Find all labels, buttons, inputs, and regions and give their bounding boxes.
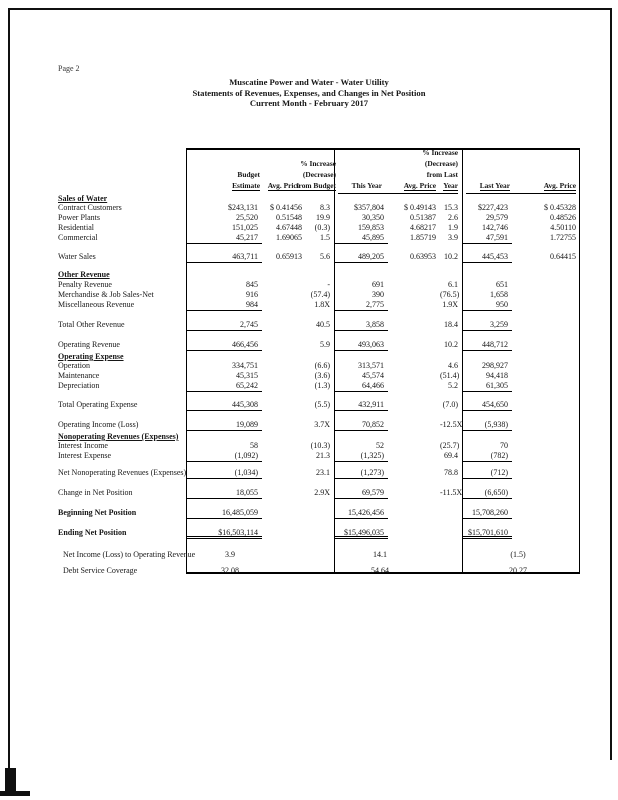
cell-pct-from-budget: [306, 508, 334, 519]
cell-pct-from-budget: (5.5): [314, 400, 330, 409]
cell-last-year: $227,423: [478, 203, 508, 212]
col-header-this-year: This Year: [351, 181, 382, 190]
cell-this-year: 45,895: [334, 233, 388, 244]
cell-avg-price-this-year: [388, 381, 440, 392]
cell-avg-price-last-year: [512, 528, 580, 539]
cell-avg-price-budget: 0.65913: [276, 252, 302, 261]
cell-last-year: 448,712: [462, 340, 512, 351]
report-title-statement: Statements of Revenues, Expenses, and Changes in Net Position: [192, 87, 426, 98]
cell-pct-from-last-year: -12.5X: [440, 420, 463, 429]
cell-last-year: 1,658: [490, 290, 508, 299]
scan-frame-top-edge: [8, 8, 612, 10]
row-label: Total Operating Expense: [58, 400, 138, 409]
cell-pct-from-last-year: 5.2: [448, 381, 458, 390]
cell-avg-price-this-year: [388, 468, 440, 479]
cell-budget-estimate: 151,025: [232, 223, 258, 232]
table-row: [58, 320, 580, 331]
cell-pct-from-last-year: 3.9: [448, 233, 458, 242]
cell-budget-estimate: 466,456: [186, 340, 262, 351]
cell-pct-from-budget: 1.8X: [314, 300, 330, 309]
cell-pct-from-last-year: -11.5X: [440, 488, 463, 497]
cell-this-year: 45,574: [362, 371, 384, 380]
cell-this-year: 30,350: [362, 213, 384, 222]
cell-last-year: 15,708,260: [462, 508, 512, 519]
cell-avg-price-last-year: 4.50110: [550, 223, 576, 232]
cell-avg-price-this-year: 0.63953: [410, 252, 436, 261]
cell-pct-from-budget: 1.5: [320, 233, 330, 242]
table-row: [58, 340, 580, 351]
col-header-avg-price-last-year: Avg. Price: [543, 181, 576, 190]
cell-pct-from-last-year: 4.6: [448, 361, 458, 370]
table-row: [58, 420, 580, 431]
cell-budget-estimate: 45,217: [186, 233, 262, 244]
cell-avg-price-budget: [262, 300, 306, 311]
cell-this-year: 69,579: [334, 488, 388, 499]
table-row: [58, 252, 580, 263]
cell-budget-estimate: $243,131: [228, 203, 258, 212]
cell-last-year: 29,579: [486, 213, 508, 222]
cell-avg-price-last-year: 0.64415: [550, 252, 576, 261]
cell-last-year: (782): [462, 451, 512, 462]
row-label: Contract Customers: [58, 203, 122, 212]
cell-last-year: 94,418: [486, 371, 508, 380]
cell-last-year: 950: [462, 300, 512, 311]
cell-avg-price-this-year: [388, 320, 440, 331]
cell-avg-price-this-year: 4.68217: [410, 223, 436, 232]
cell-avg-price-last-year: [512, 320, 580, 331]
cell-pct-from-budget: (3.6): [314, 371, 330, 380]
header-group-rule-last-year: [466, 193, 576, 194]
cell-this-year: 691: [372, 280, 384, 289]
cell-budget-estimate: 334,751: [232, 361, 258, 370]
cell-pct-from-budget: (10.3): [310, 441, 330, 450]
cell-pct-from-budget: 2.9X: [314, 488, 330, 497]
row-label: Merchandise & Job Sales-Net: [58, 290, 154, 299]
col-header-avg-price-budget: Avg. Price: [267, 181, 300, 190]
cell-avg-price-last-year: $ 0.45328: [544, 203, 576, 212]
col-header-budget-line1: Budget: [237, 170, 260, 179]
cell-avg-price-budget: [262, 381, 306, 392]
cell-last-year: 3,259: [462, 320, 512, 331]
cell-this-year: 52: [376, 441, 384, 450]
cell-avg-price-budget: [262, 340, 306, 351]
table-row: [58, 381, 580, 392]
table-row: [58, 233, 580, 244]
cell-avg-price-last-year: [512, 508, 580, 519]
cell-avg-price-last-year: [512, 451, 580, 462]
cell-pct-from-last-year: 69.4: [444, 451, 458, 460]
cell-this-year: 493,063: [334, 340, 388, 351]
col-header-pct-budget-line1: % Increase: [300, 159, 336, 168]
cell-avg-price-budget: [262, 468, 306, 479]
cell-budget-ratio: 32.08: [221, 566, 239, 575]
cell-last-year: (5,938): [462, 420, 512, 431]
cell-this-year: 159,853: [358, 223, 384, 232]
cell-avg-price-this-year: 0.51387: [410, 213, 436, 222]
row-label: Ending Net Position: [58, 528, 127, 537]
row-label: Operating Expense: [58, 352, 124, 361]
cell-avg-price-last-year: [512, 340, 580, 351]
cell-budget-estimate: 45,315: [236, 371, 258, 380]
col-header-pct-last-line4: Year: [443, 181, 458, 190]
col-header-avg-price-this-year: Avg. Price: [403, 181, 436, 190]
table-row: [58, 451, 580, 462]
row-label: Maintenance: [58, 371, 100, 380]
col-header-pct-last-line1: % Increase: [422, 148, 458, 157]
cell-pct-from-last-year: 15.3: [444, 203, 458, 212]
cell-pct-from-budget: 23.1: [316, 468, 330, 477]
table-row: [58, 528, 580, 539]
cell-this-year: 390: [372, 290, 384, 299]
cell-this-year-ratio: 14.1: [373, 550, 387, 559]
cell-pct-from-last-year: 1.9: [448, 223, 458, 232]
row-label: Interest Income: [58, 441, 108, 450]
cell-avg-price-budget: [262, 488, 306, 499]
row-label: Operating Revenue: [58, 340, 120, 349]
table-row: [58, 400, 580, 411]
cell-last-year: 298,927: [482, 361, 508, 370]
row-label: Power Plants: [58, 213, 100, 222]
cell-pct-from-last-year: [440, 528, 462, 539]
cell-avg-price-last-year: [512, 381, 580, 392]
cell-pct-from-last-year: 1.9X: [442, 300, 458, 309]
cell-budget-estimate: (1,092): [186, 451, 262, 462]
row-label: Miscellaneous Revenue: [58, 300, 135, 309]
cell-avg-price-budget: 4.67448: [276, 223, 302, 232]
cell-avg-price-this-year: 1.85719: [410, 233, 436, 242]
row-label: Total Other Revenue: [58, 320, 125, 329]
cell-pct-from-last-year: (25.7): [440, 441, 460, 450]
cell-avg-price-this-year: [388, 451, 440, 462]
cell-pct-from-last-year: 10.2: [444, 340, 458, 349]
cell-avg-price-this-year: [388, 508, 440, 519]
cell-pct-from-last-year: 6.1: [448, 280, 458, 289]
cell-avg-price-budget: 1.69065: [276, 233, 302, 242]
cell-avg-price-this-year: [388, 340, 440, 351]
row-label: Change in Net Position: [58, 488, 133, 497]
row-label: Beginning Net Position: [58, 508, 137, 517]
cell-budget-estimate: 58: [250, 441, 258, 450]
cell-pct-from-budget: 5.6: [320, 252, 330, 261]
row-label: Sales of Water: [58, 194, 108, 203]
cell-this-year: 15,426,456: [334, 508, 388, 519]
cell-budget-estimate: 916: [246, 290, 258, 299]
cell-this-year-ratio: 54.64: [371, 566, 389, 575]
table-row: [58, 300, 580, 311]
table-row: [58, 550, 585, 561]
cell-pct-from-last-year: (76.5): [440, 290, 460, 299]
row-label: Water Sales: [58, 252, 96, 261]
report-title-company: Muscatine Power and Water - Water Utility: [229, 77, 389, 87]
cell-avg-price-this-year: [388, 400, 440, 411]
cell-pct-from-last-year: [440, 508, 462, 519]
cell-pct-from-last-year: 10.2: [444, 252, 458, 261]
cell-this-year: $357,804: [354, 203, 384, 212]
cell-avg-price-budget: 0.51548: [276, 213, 302, 222]
cell-this-year: 3,858: [334, 320, 388, 331]
cell-this-year: 64,466: [334, 381, 388, 392]
cell-avg-price-budget: [262, 400, 306, 411]
cell-budget-estimate: 18,055: [186, 488, 262, 499]
col-header-pct-last-line3: from Last: [426, 170, 458, 179]
row-label: Net Nonoperating Revenues (Expenses): [58, 468, 187, 477]
cell-last-year: $15,701,610: [462, 528, 512, 539]
row-label: Depreciation: [58, 381, 100, 390]
cell-pct-from-budget: 19.9: [316, 213, 330, 222]
cell-pct-from-last-year: 78.8: [444, 468, 458, 477]
cell-avg-price-this-year: [388, 528, 440, 539]
cell-this-year: $15,496,035: [334, 528, 388, 539]
cell-avg-price-last-year: 0.48526: [550, 213, 576, 222]
cell-budget-estimate: 19,089: [186, 420, 262, 431]
cell-avg-price-budget: [262, 320, 306, 331]
cell-last-year: 445,453: [462, 252, 512, 263]
row-label: Net Income (Loss) to Operating Revenue: [63, 550, 196, 559]
cell-last-year: 61,305: [462, 381, 512, 392]
cell-pct-from-budget: -: [327, 280, 330, 289]
cell-avg-price-budget: $ 0.41456: [270, 203, 302, 212]
cell-pct-from-budget: 5.9: [320, 340, 330, 349]
cell-pct-from-last-year: 18.4: [444, 320, 458, 329]
cell-pct-from-last-year: (7.0): [442, 400, 458, 409]
cell-avg-price-budget: [262, 508, 306, 519]
cell-this-year: (1,325): [334, 451, 388, 462]
cell-pct-from-budget: 8.3: [320, 203, 330, 212]
cell-budget-estimate: 65,242: [186, 381, 262, 392]
col-header-budget-line2: Estimate: [232, 181, 260, 190]
col-header-pct-last-line2: (Decrease): [424, 159, 458, 168]
scan-frame-right-edge: [610, 8, 612, 760]
row-label: Residential: [58, 223, 94, 232]
row-label: Other Revenue: [58, 270, 110, 279]
col-header-pct-budget-line2: (Decrease): [302, 170, 336, 179]
cell-budget-estimate: 463,711: [186, 252, 262, 263]
cell-avg-price-last-year: [512, 420, 580, 431]
cell-avg-price-last-year: [512, 488, 580, 499]
table-row: [58, 488, 580, 499]
cell-this-year: 313,571: [358, 361, 384, 370]
row-label: Interest Expense: [58, 451, 112, 460]
cell-avg-price-last-year: [512, 400, 580, 411]
table-row: [58, 566, 585, 577]
cell-budget-estimate: 845: [246, 280, 258, 289]
table-border-top: [186, 148, 580, 150]
cell-avg-price-this-year: [388, 420, 440, 431]
row-label: Nonoperating Revenues (Expenses): [58, 432, 179, 441]
cell-budget-estimate: 2,745: [186, 320, 262, 331]
cell-last-year: 454,650: [462, 400, 512, 411]
row-label: Operation: [58, 361, 90, 370]
cell-last-year: 47,591: [462, 233, 512, 244]
cell-budget-estimate: (1,034): [186, 468, 262, 479]
cell-avg-price-budget: [262, 528, 306, 539]
cell-avg-price-last-year: [512, 468, 580, 479]
cell-avg-price-this-year: $ 0.49143: [404, 203, 436, 212]
cell-avg-price-this-year: [388, 300, 440, 311]
cell-last-year: 142,746: [482, 223, 508, 232]
cell-budget-estimate: 16,485,059: [186, 508, 262, 519]
cell-pct-from-budget: (57.4): [310, 290, 330, 299]
cell-avg-price-last-year: [512, 300, 580, 311]
col-header-pct-budget-line3: from Budget: [296, 181, 336, 190]
report-title-period: Current Month - February 2017: [249, 98, 369, 108]
cell-this-year: 2,775: [334, 300, 388, 311]
cell-avg-price-last-year: 1.72755: [550, 233, 576, 242]
cell-budget-estimate: $16,503,114: [186, 528, 262, 539]
row-label: Commercial: [58, 233, 98, 242]
row-label: Debt Service Coverage: [63, 566, 138, 575]
cell-pct-from-budget: (6.6): [314, 361, 330, 370]
cell-this-year: (1,273): [334, 468, 388, 479]
table-row: [58, 508, 580, 519]
cell-pct-from-budget: (0.3): [314, 223, 330, 232]
cell-pct-from-budget: (1.3): [314, 381, 330, 390]
table-row: [58, 468, 580, 479]
cell-pct-from-budget: 40.5: [316, 320, 330, 329]
page-number-label: Page 2: [58, 64, 80, 73]
row-label: Operating Income (Loss): [58, 420, 139, 429]
header-group-rule-this-year: [338, 193, 458, 194]
cell-pct-from-budget: [306, 528, 334, 539]
financial-table: [58, 148, 580, 576]
cell-last-year: (6,650): [462, 488, 512, 499]
cell-avg-price-budget: [262, 451, 306, 462]
col-header-last-year: Last Year: [479, 181, 510, 190]
cell-this-year: 432,911: [334, 400, 388, 411]
row-label: Penalty Revenue: [58, 280, 112, 289]
cell-budget-ratio: 3.9: [225, 550, 235, 559]
cell-last-year-ratio: (1.5): [510, 550, 526, 559]
cell-avg-price-budget: [262, 420, 306, 431]
cell-budget-estimate: 25,520: [236, 213, 258, 222]
cell-pct-from-budget: 21.3: [316, 451, 330, 460]
cell-last-year: 651: [496, 280, 508, 289]
cell-budget-estimate: 445,308: [186, 400, 262, 411]
cell-avg-price-this-year: [388, 488, 440, 499]
cell-pct-from-budget: 3.7X: [314, 420, 330, 429]
report-title-block: [0, 77, 618, 109]
cell-last-year: 70: [500, 441, 508, 450]
cell-pct-from-last-year: (51.4): [440, 371, 460, 380]
cell-pct-from-last-year: 2.6: [448, 213, 458, 222]
cell-last-year: (712): [462, 468, 512, 479]
cell-budget-estimate: 984: [186, 300, 262, 311]
cell-last-year-ratio: 20.27: [509, 566, 527, 575]
cell-this-year: 489,205: [334, 252, 388, 263]
scan-frame-left-edge: [8, 8, 10, 794]
cell-this-year: 70,852: [334, 420, 388, 431]
scan-artifact-blot: [0, 791, 30, 796]
